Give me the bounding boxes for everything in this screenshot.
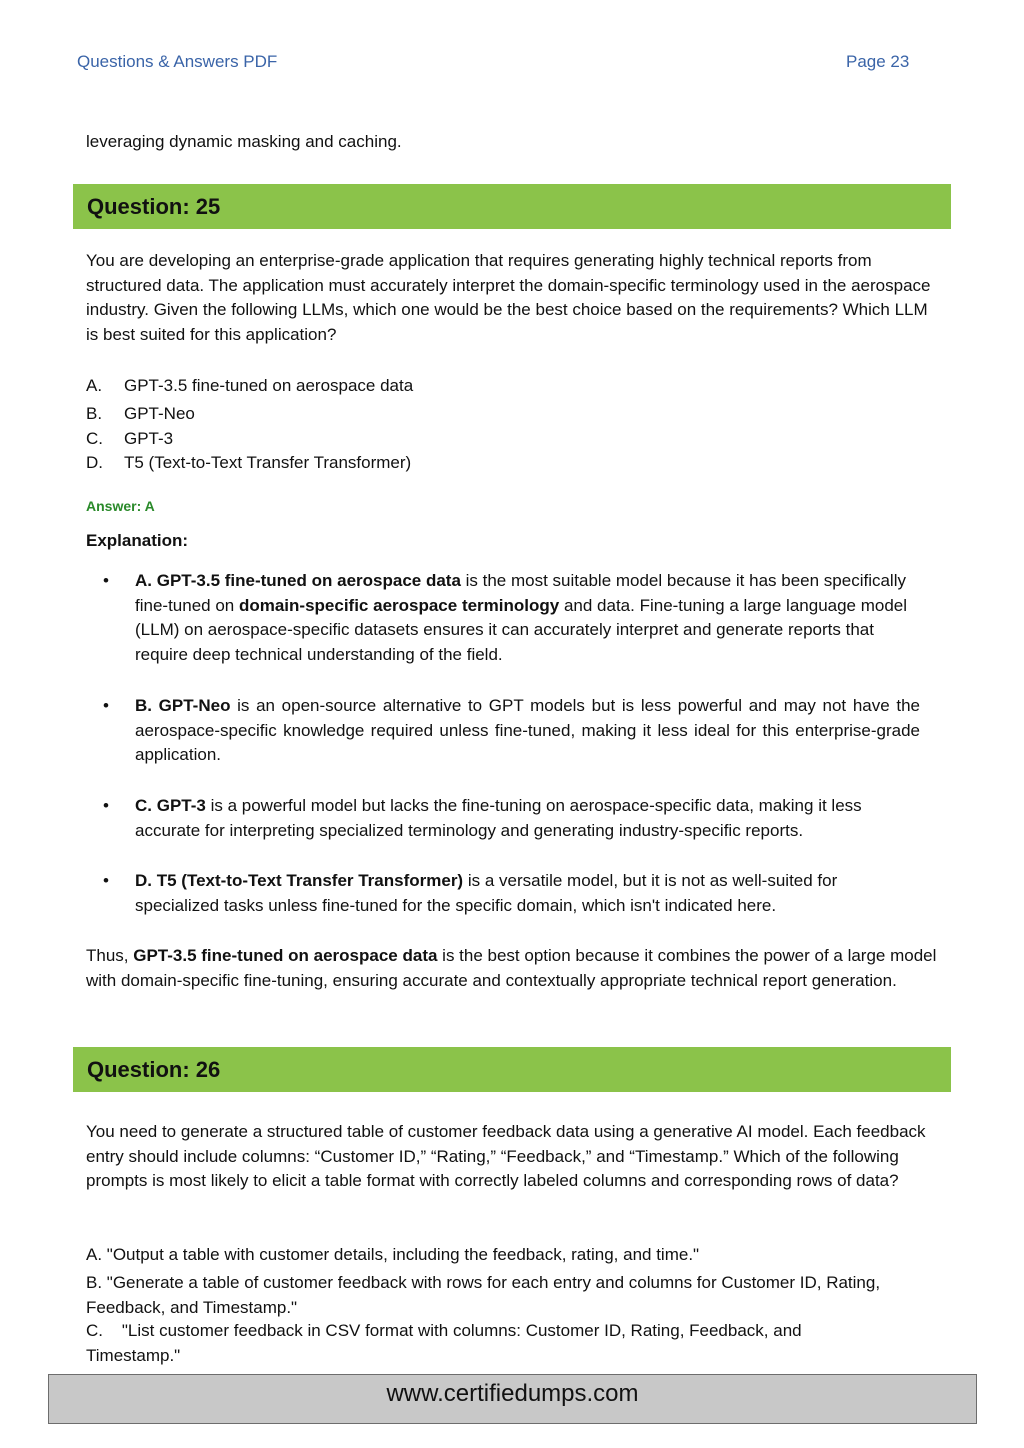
explanation-bullet-b [135, 694, 920, 768]
option-letter: D. [86, 453, 103, 472]
answer-label: Answer: A [86, 498, 155, 514]
bullet-text: is a powerful model but lacks the fine-tuning on aerospace-specific data, making it less accurate for interpreting specialized terminology and generating industry-specific reports. [135, 796, 862, 840]
q25-option-a [86, 374, 413, 399]
bullet-text: is the most suitable model because it has been specifically fine-tuned on [135, 571, 906, 615]
header-title: Questions & Answers PDF [77, 52, 278, 71]
q26-option-b: B. "Generate a table of customer feedback with rows for each entry and columns for Customer ID, Rating, Feedback, and Timestamp." [86, 1273, 881, 1317]
question-25-heading: Question: 25 [73, 184, 951, 229]
question-25-stem: You are developing an enterprise-grade application that requires generating highly technical reports from structured data. The application must accurately interpret the domain-specific terminology used in the aerospace industry. Given the following LLMs, which one would be the best choice based on the requirements? Which LLM is best suited for this application? [86, 251, 931, 344]
bullet-bold-text: B. GPT-Neo [135, 696, 231, 715]
bullet-marker: • [103, 571, 109, 590]
option-text: T5 (Text-to-Text Transfer Transformer) [124, 453, 412, 472]
explanation-bullet-c [135, 794, 920, 843]
bullet-bold-text: C. GPT-3 [135, 796, 206, 815]
question-26-stem: You need to generate a structured table of customer feedback data using a generative AI model. Each feedback entry should include columns: “Customer ID,” “Rating,” “Feedback,” and “Timestamp.” Which of the following prompts is most likely to elicit a table format with correctly labeled columns and corresponding rows of data? [86, 1122, 926, 1190]
footer-url-banner: www.certifiedumps.com [48, 1374, 977, 1424]
bullet-marker: • [103, 696, 109, 715]
conclusion-text: Thus, [86, 946, 134, 965]
option-text: GPT-3 [124, 429, 174, 448]
option-letter: B. [86, 404, 103, 423]
bullet-bold-text: domain-specific aerospace terminology [238, 595, 560, 615]
bullet-marker: • [103, 796, 109, 815]
q25-option-d [86, 451, 411, 476]
conclusion-bold-text: GPT-3.5 fine-tuned on aerospace data [133, 946, 438, 965]
option-text: GPT-Neo [124, 404, 195, 423]
q26-option-c: C. "List customer feedback in CSV format with columns: Customer ID, Rating, Feedback, and Timestamp." [86, 1321, 807, 1365]
bullet-bold-text: D. T5 (Text-to-Text Transfer Transformer) [135, 871, 464, 890]
explanation-bullet-d [135, 869, 920, 918]
previous-answer-tail: leveraging dynamic masking and caching. [86, 132, 402, 151]
bullet-marker: • [103, 871, 109, 890]
q25-option-c [86, 427, 173, 452]
option-letter: C. [86, 429, 103, 448]
bullet-text: is an open-source alternative to GPT models but is less powerful and may not have the aerospace-specific knowledge required unless fine-tuned, making it less ideal for this enterprise-grade application. [135, 696, 920, 764]
question-26-heading: Question: 26 [73, 1047, 951, 1092]
option-letter: A. [86, 376, 103, 395]
bullet-bold-text: A. GPT-3.5 fine-tuned on aerospace data [135, 571, 461, 590]
q26-option-a: A. "Output a table with customer details, including the feedback, rating, and time." [86, 1245, 700, 1264]
conclusion-text: is the best option because it combines the power of a large model with domain-specific fine-tuning, ensuring accurate and contextually appropriate technical report generation. [86, 946, 937, 990]
explanation-conclusion [86, 944, 946, 993]
option-text: GPT-3.5 fine-tuned on aerospace data [124, 376, 414, 395]
bullet-text: is a versatile model, but it is not as well-suited for specialized tasks unless fine-tuned for the specific domain, which isn't indicated here. [135, 871, 838, 915]
explanation-bullet-a [135, 569, 920, 667]
bullet-text: and data. Fine-tuning a large language model (LLM) on aerospace-specific datasets ensures it can accurately interpret and generate reports that require deep technical understanding of the field. [135, 595, 908, 664]
page-number: Page 23 [846, 52, 910, 71]
explanation-heading: Explanation: [86, 531, 189, 550]
q25-option-b [86, 402, 195, 427]
